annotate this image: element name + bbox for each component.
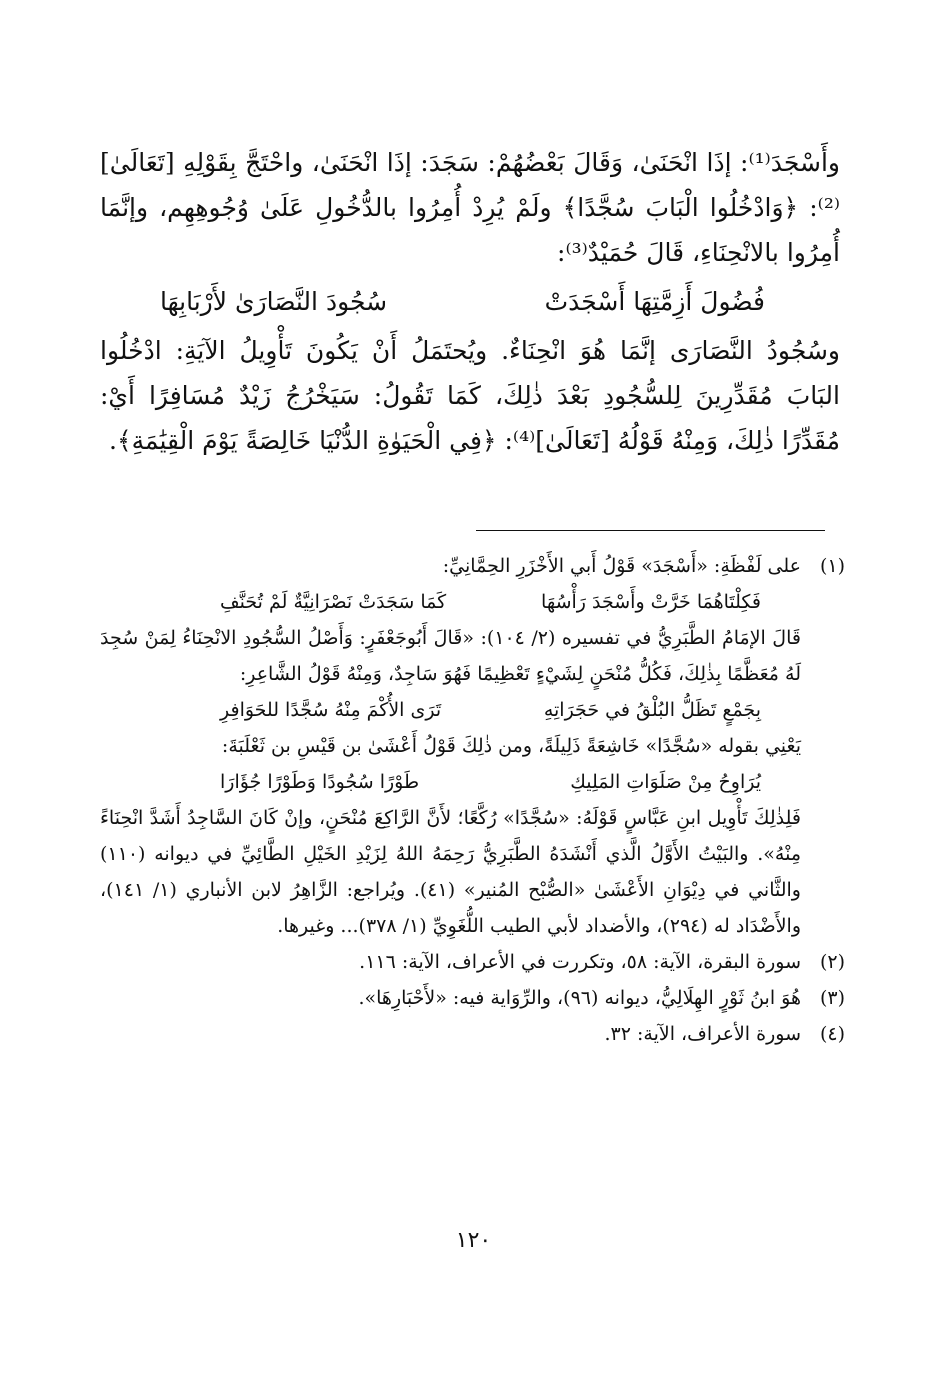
- footnote-2: [100, 944, 845, 980]
- footnote-1: [100, 548, 845, 944]
- footnote-number: (٣): [819, 987, 845, 1009]
- footnote-body: هُوَ ابنُ ثَوْرٍ الهِلَالِيُّ، ديوانه (٩٦)، والرِّوَاية فيه: «لأَحْبَارِهَا».: [358, 987, 801, 1009]
- footnote-number: (١): [819, 555, 845, 577]
- footnote-separator: [476, 530, 825, 531]
- main-text: [100, 140, 840, 463]
- verse-hemistich-first: يُرَاوِحُ مِنْ صَلَوَاتِ المَلِيكِ: [570, 771, 761, 793]
- verse-hemistich-second: طَوْرًا سُجُودًا وَطَوْرًا جُؤَارَا: [220, 771, 420, 793]
- footnote-line: على لَفْظَةِ: «أَسْجَدَ» قَوْلُ أَبي الأَخْزَرِ الحِمَّانِيِّ:: [442, 555, 801, 577]
- footnote-4: [100, 1016, 845, 1052]
- footnote-paragraph: يَعْنِي بقوله «سُجَّدًا» خَاشِعَةً ذَلِيلَةً، ومن ذٰلِكَ قَوْلُ أَعْشَىٰ بن قَيْسِ بن ثَعْلَبَةَ:: [221, 735, 801, 757]
- footnote-paragraph: قَالَ الإمَامُ الطَّبَرِيُّ في تفسيره (٢/ ١٠٤): «قَالَ أَبُوجَعْفَرٍ: وَأَصْلُ السُّجُودِ الانْحِنَاءُ لِمَنْ سُجِدَ لَهُ مُعَظَّمًا بِذٰلِكَ، فَكُلُّ مُنْحَنٍ لِشَيْءٍ تَعْظِيمًا فَهُوَ سَاجِدٌ، وَمِنْهُ قَوْلُ الشَّاعِرِ:: [100, 627, 801, 685]
- verse-hemistich-second: كَمَا سَجَدَتْ نَصْرَانِيَّةٌ لَمْ تُحَنَّفِ: [220, 591, 447, 613]
- footnotes: [100, 548, 845, 1052]
- main-verse-1: [100, 279, 840, 324]
- footnote-verse-2: [100, 692, 801, 728]
- main-paragraph-1: وأَسْجَدَ⁽¹⁾: إذَا انْحَنَىٰ، وَقَالَ بَعْضُهُمْ: سَجَدَ: إذَا انْحَنَىٰ، واحْتَجَّ بِقَوْلِهِ [تَعَالَىٰ]⁽²⁾: ﴿وَادْخُلُوا الْبَابَ سُجَّدًا﴾ ولَمْ يُرِدْ أُمِرُوا بالدُّخُولِ عَلَىٰ وُجُوهِهِم، وإنَّمَا أُمِرُوا بالانْحِنَاءِ، قَالَ حُمَيْدٌ⁽³⁾:: [100, 148, 840, 267]
- footnote-verse-3: [100, 764, 801, 800]
- verse-hemistich-first: فَكِلْتَاهُمَا خَرَّتْ وأَسْجَدَ رَأْسُهَا: [541, 591, 761, 613]
- main-paragraph-2: وسُجُودُ النَّصَارَى إنَّمَا هُوَ انْحِنَاءٌ. ويُحتَمَلُ أَنْ يَكُونَ تَأْوِيلُ الآيَةِ: ادْخُلُوا البَابَ مُقَدِّرِينَ لِلسُّجُودِ بَعْدَ ذٰلِكَ، كَمَا تَقُولُ: سَيَخْرُجُ زَيْدٌ مُسَافِرًا أَيْ: مُقَدِّرًا ذٰلِكَ، وَمِنْهُ قَوْلُهُ [تَعَالَىٰ]⁽⁴⁾: ﴿فِي الْحَيَوٰةِ الدُّنْيَا خَالِصَةً يَوْمَ الْقِيَٰمَةِ﴾.: [100, 336, 840, 455]
- footnote-number: (٢): [819, 951, 845, 973]
- footnote-body: سورة الأعراف، الآية: ٣٢.: [604, 1023, 801, 1045]
- verse-hemistich-first: بِجَمْعٍ تَظَلُّ البُلْقُ في حَجَرَاتِهِ: [543, 699, 761, 721]
- verse-hemistich-second: سُجُودَ النَّصَارَىٰ لأَرْبَابِهَا: [160, 287, 388, 316]
- footnote-body: سورة البقرة، الآية: ٥٨، وتكررت في الأعراف، الآية: ١١٦.: [359, 951, 801, 973]
- footnote-body: [100, 548, 801, 944]
- footnote-verse-1: [100, 584, 801, 620]
- footnote-number: (٤): [819, 1023, 845, 1045]
- verse-hemistich-first: فُضُولَ أَزِمَّتِهَا أَسْجَدَتْ: [544, 287, 765, 316]
- footnote-paragraph: فَلِذٰلِكَ تَأْوِيل ابنِ عَبَّاسٍ قَوْلَهُ: «سُجَّدًا» رُكَّعًا؛ لأَنَّ الرَّاكِعَ مُنْحَنٍ، وإنْ كَانَ السَّاجِدُ أَشَدَّ انْحِنَاءً مِنْهُ». والبَيْتُ الأَوَّلُ الَّذي أَنْشَدَهُ الطَّبَرِيُّ رَحِمَهُ اللهُ لِزَيْدِ الخَيْلِ الطَّائِيِّ في ديوانه (١١٠) والثَّاني في دِيْوَانِ الأَعْشَىٰ «الصُّبْح المُنير» (٤١). ويُراجع: الزَّاهِرُ لابن الأنباري (١/ ١٤١)، والأَضْدَاد له (٢٩٤)، والأضداد لأبي الطيب اللُّغَوِيِّ (١/ ٣٧٨)... وغيرها.: [100, 807, 801, 937]
- page-number: ١٢٠: [455, 1228, 492, 1253]
- verse-hemistich-second: تَرَى الأُكْمَ مِنْهُ سُجَّدًا للحَوَافِرِ: [220, 699, 442, 721]
- footnote-3: [100, 980, 845, 1016]
